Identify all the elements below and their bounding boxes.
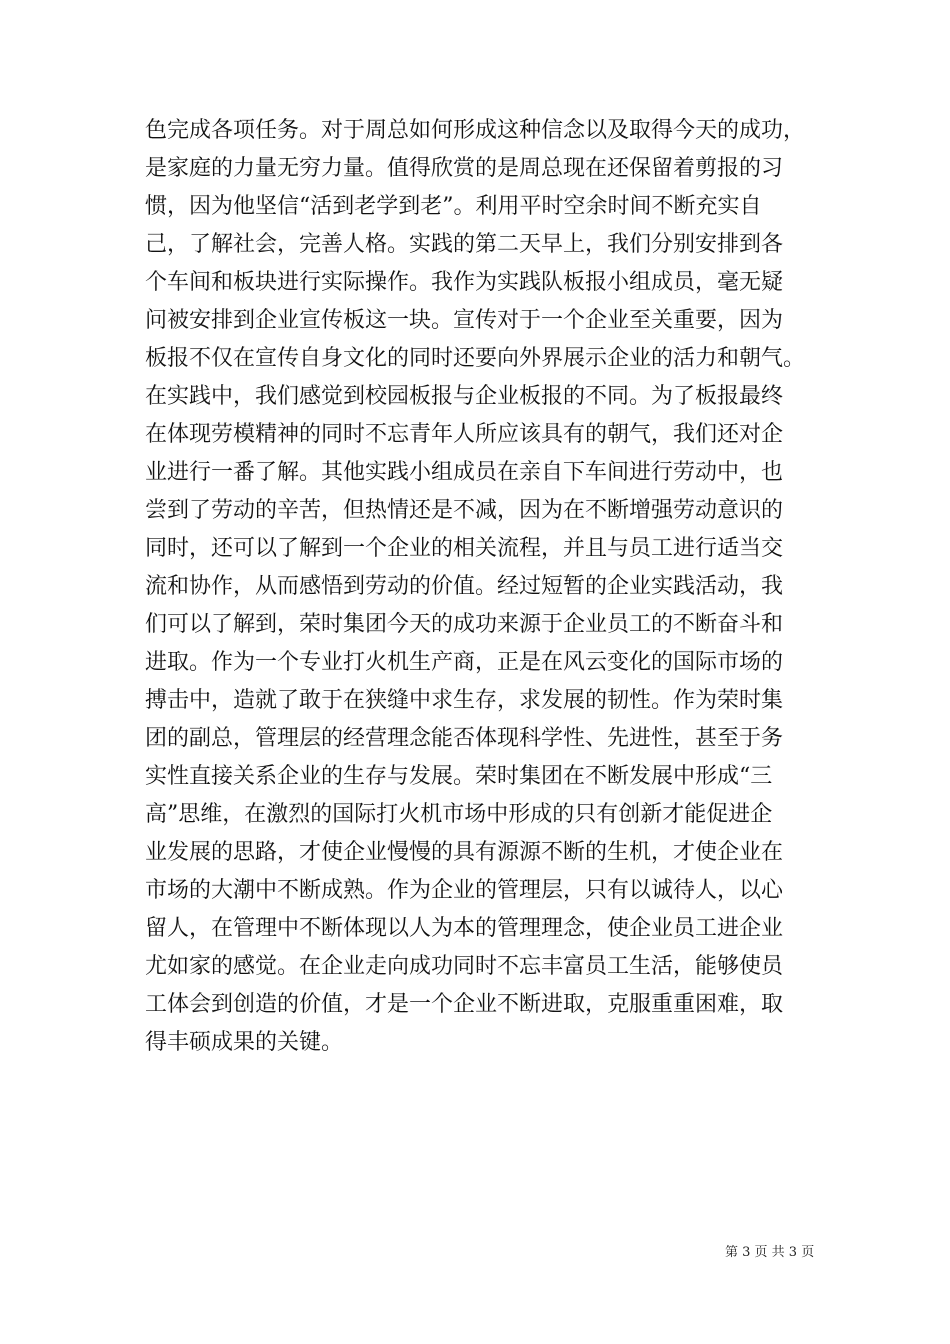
text-line: 市场的大潮中不断成熟。作为企业的管理层，只有以诚待人，以心 bbox=[145, 878, 784, 903]
text-line: 们可以了解到，荣时集团今天的成功来源于企业员工的不断奋斗和 bbox=[145, 612, 784, 637]
text-line: 在实践中，我们感觉到校园板报与企业板报的不同。为了板报最终 bbox=[145, 384, 784, 409]
text-line: 问被安排到企业宣传板这一块。宣传对于一个企业至关重要，因为 bbox=[145, 308, 784, 333]
text-line: 业进行一番了解。其他实践小组成员在亲自下车间进行劳动中，也 bbox=[145, 460, 784, 485]
text-line: 色完成各项任务。对于周总如何形成这种信念以及取得今天的成功， bbox=[145, 118, 806, 143]
text-line: 高”思维，在激烈的国际打火机市场中形成的只有创新才能促进企 bbox=[145, 802, 773, 827]
text-line: 团的副总，管理层的经营理念能否体现科学性、先进性，甚至于务 bbox=[145, 726, 784, 751]
text-line: 流和协作，从而感悟到劳动的价值。经过短暂的企业实践活动，我 bbox=[145, 574, 784, 599]
text-line: 个车间和板块进行实际操作。我作为实践队板报小组成员，毫无疑 bbox=[145, 270, 784, 295]
page-number-footer: 第 3 页 共 3 页 bbox=[725, 1245, 815, 1260]
text-line: 己，了解社会，完善人格。实践的第二天早上，我们分别安排到各 bbox=[145, 232, 784, 257]
text-line: 尝到了劳动的辛苦，但热情还是不减，因为在不断增强劳动意识的 bbox=[145, 498, 784, 523]
text-line: 搏击中，造就了敢于在狭缝中求生存，求发展的韧性。作为荣时集 bbox=[145, 688, 784, 713]
text-line: 尤如家的感觉。在企业走向成功同时不忘丰富员工生活，能够使员 bbox=[145, 954, 784, 979]
text-line: 得丰硕成果的关键。 bbox=[145, 1030, 344, 1055]
text-line: 进取。作为一个专业打火机生产商，正是在风云变化的国际市场的 bbox=[145, 650, 784, 675]
text-line: 工体会到创造的价值，才是一个企业不断进取，克服重重困难，取 bbox=[145, 992, 784, 1017]
text-line: 业发展的思路，才使企业慢慢的具有源源不断的生机，才使企业在 bbox=[145, 840, 784, 865]
text-line: 惯，因为他坚信“活到老学到老”。利用平时空余时间不断充实自 bbox=[145, 194, 762, 219]
text-line: 板报不仅在宣传自身文化的同时还要向外界展示企业的活力和朝气。 bbox=[145, 346, 806, 371]
text-line: 在体现劳模精神的同时不忘青年人所应该具有的朝气，我们还对企 bbox=[145, 422, 784, 447]
text-line: 是家庭的力量无穷力量。值得欣赏的是周总现在还保留着剪报的习 bbox=[145, 156, 784, 181]
text-line: 留人，在管理中不断体现以人为本的管理理念，使企业员工进企业 bbox=[145, 916, 784, 941]
text-line: 实性直接关系企业的生存与发展。荣时集团在不断发展中形成“三 bbox=[145, 764, 773, 789]
text-line: 同时，还可以了解到一个企业的相关流程，并且与员工进行适当交 bbox=[145, 536, 784, 561]
body-paragraph bbox=[145, 112, 825, 1062]
